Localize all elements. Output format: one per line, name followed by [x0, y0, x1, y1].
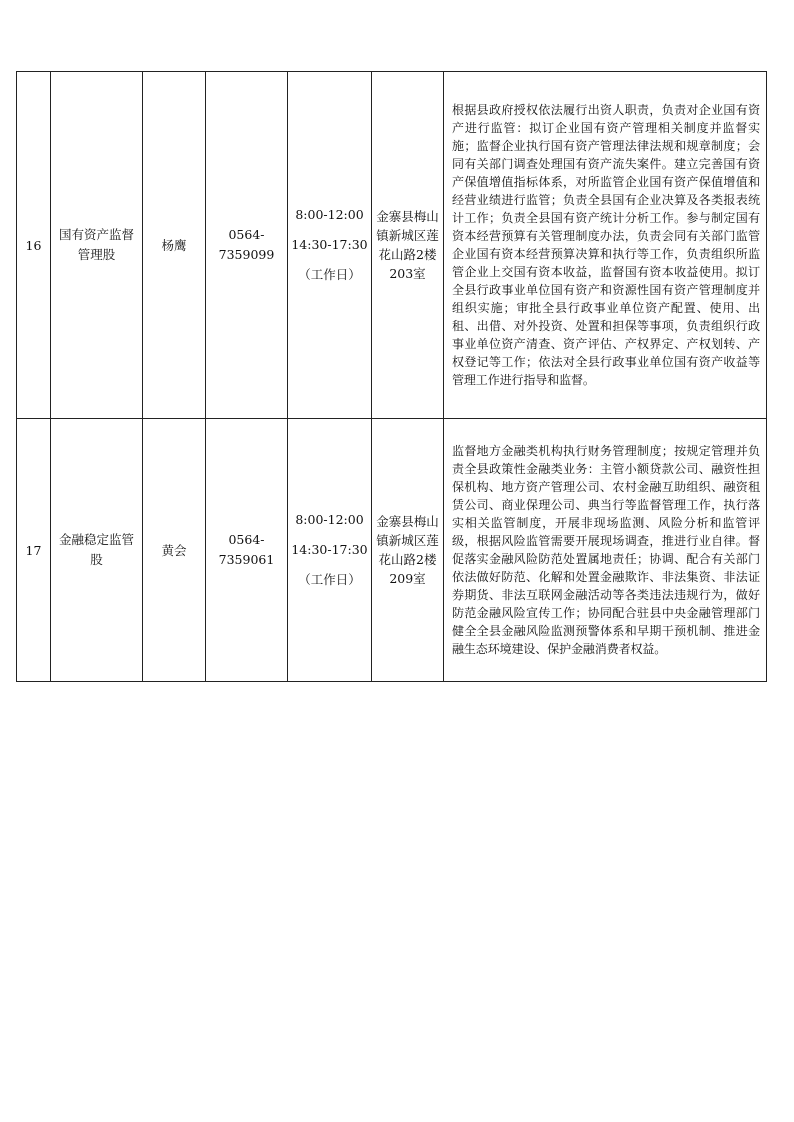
- hours-note: （工作日）: [298, 267, 361, 282]
- department-name: 金融稳定监管股: [51, 419, 143, 682]
- row-number: 17: [17, 419, 51, 682]
- contact-person: 黄会: [143, 419, 206, 682]
- hours-afternoon: 14:30-17:30: [291, 542, 368, 557]
- office-hours: [288, 419, 372, 682]
- office-hours: [288, 72, 372, 419]
- hours-note: （工作日）: [298, 572, 361, 587]
- contact-person: 杨鹰: [143, 72, 206, 419]
- office-address: 金寨县梅山镇新城区莲花山路2楼203室: [372, 72, 444, 419]
- phone-number: [206, 72, 288, 419]
- table-row: [17, 419, 767, 682]
- phone-number: [206, 419, 288, 682]
- phone-local-number: 7359099: [218, 247, 275, 262]
- hours-afternoon: 14:30-17:30: [291, 237, 368, 252]
- office-address: 金寨县梅山镇新城区莲花山路2楼209室: [372, 419, 444, 682]
- row-number: 16: [17, 72, 51, 419]
- table-row: [17, 72, 767, 419]
- phone-local-number: 7359061: [218, 552, 275, 567]
- phone-area-code: 0564-: [228, 532, 265, 547]
- department-name: 国有资产监督管理股: [51, 72, 143, 419]
- department-duties-table: [16, 71, 767, 682]
- hours-morning: 8:00-12:00: [295, 512, 364, 527]
- hours-morning: 8:00-12:00: [295, 207, 364, 222]
- phone-area-code: 0564-: [228, 227, 265, 242]
- duty-description: 监督地方金融类机构执行财务管理制度；按规定管理并负责全县政策性金融类业务：主管小额贷款公司、融资性担保机构、地方资产管理公司、农村金融互助组织、融资租赁公司、商业保理公司、典当行等监督管理工作，执行落实相关监管制度，开展非现场监测、风险分析和监管评级，根据风险监管需要开展现场调查，推进行业自律。督促落实金融风险防范处置属地责任；协调、配合有关部门依法做好防范、化解和处置金融欺诈、非法集资、非法证券期货、非法互联网金融活动等各类违法违规行为，做好防范金融风险宣传工作；协同配合驻县中央金融管理部门健全全县金融风险监测预警体系和早期干预机制、推进金融生态环境建设、保护金融消费者权益。: [444, 419, 767, 682]
- duty-description: 根据县政府授权依法履行出资人职责，负责对企业国有资产进行监管：拟订企业国有资产管理相关制度并监督实施；监督企业执行国有资产管理法律法规和规章制度；会同有关部门调查处理国有资产流失案件。建立完善国有资产保值增值指标体系，对所监管企业国有资产保值增值和经营业绩进行监管；负责全县国有企业决算及各类报表统计工作；负责全县国有资产统计分析工作。参与制定国有资本经营预算有关管理制度办法，负责会同有关部门监管企业国有资本经营预算决算和执行等工作，负责组织所监管企业上交国有资本收益，监督国有资本收益使用。拟订全县行政事业单位国有资产和资源性国有资产管理制度并组织实施；审批全县行政事业单位资产配置、使用、出租、出借、对外投资、处置和担保等事项，负责组织行政事业单位资产清查、资产评估、产权界定、产权划转、产权登记等工作；依法对全县行政事业单位国有资产收益等管理工作进行指导和监督。: [444, 72, 767, 419]
